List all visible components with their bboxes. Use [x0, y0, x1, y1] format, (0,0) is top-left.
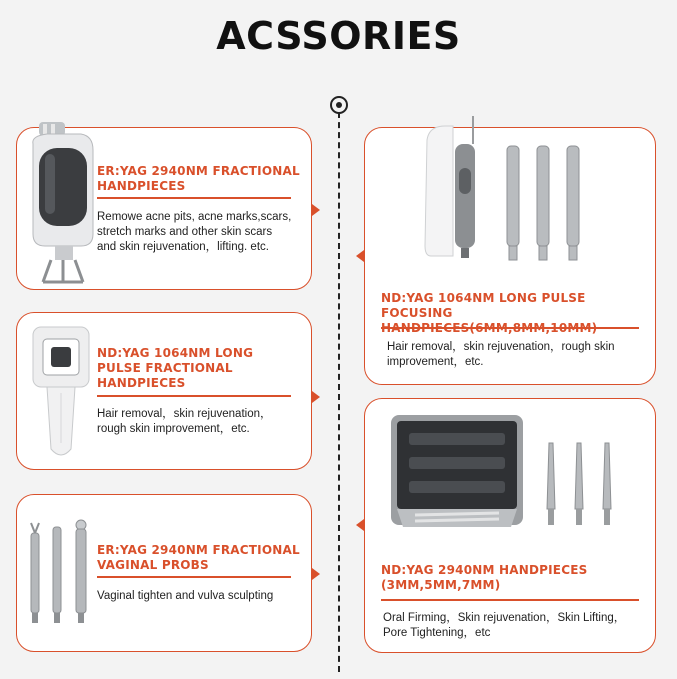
card-ndyag-focusing [364, 127, 656, 385]
card-rule [97, 395, 291, 397]
ndyag-focusing-handpiece-image [415, 116, 615, 268]
card-rule [97, 197, 291, 199]
card-rule [381, 599, 639, 601]
tip-10mm [567, 146, 579, 260]
card-description: Hair removal，skin rejuvenation，rough skin improvement，etc. [387, 341, 615, 368]
card-ndyag-fractional [16, 312, 312, 470]
card-title: ND:YAG 1064NM LONG PULSE FOCUSING [381, 291, 586, 320]
probe-3 [76, 520, 86, 623]
tip-7mm [603, 443, 611, 525]
ndyag-2940-case-image [387, 409, 637, 535]
tip-6mm [507, 146, 519, 260]
card-rule [97, 576, 291, 578]
card-description: Vaginal tighten and vulva sculpting [97, 590, 274, 602]
page-title: ACSSORIES [216, 14, 461, 58]
card-title: ND:YAG 1064NM LONG PULSE FRACTIONAL HANDPIECES [97, 346, 254, 390]
tip-5mm [575, 443, 583, 525]
ndyag-fractional-handpiece-image [29, 323, 93, 463]
tip-3mm [547, 443, 555, 525]
eryag-fractional-handpiece-image [23, 122, 103, 290]
card-description: Oral Firming，Skin rejuvenation，Skin Lifting， Pore Tightening，etc [383, 612, 626, 639]
eryag-vaginal-probe-image [23, 519, 99, 629]
pointer-arrow [312, 204, 320, 216]
probe-1 [31, 523, 39, 623]
card-eryag-fractional [16, 127, 312, 290]
card-description: Remowe acne pits, acne marks,scars, stretch marks and other skin scars and skin rejuvenation，lifting. etc. [97, 211, 292, 253]
probe-2 [53, 527, 61, 623]
card-ndyag-2940-handpieces [364, 398, 656, 653]
timeline-start-marker [330, 96, 348, 114]
tip-8mm [537, 146, 549, 260]
pointer-arrow [312, 391, 320, 403]
card-rule [381, 327, 639, 329]
card-description: Hair removal，skin rejuvenation， rough skin improvement，etc. [97, 408, 272, 435]
timeline-line [338, 112, 340, 672]
card-title: ER:YAG 2940NM FRACTIONAL VAGINAL PROBS [97, 543, 300, 572]
pointer-arrow [356, 519, 364, 531]
card-eryag-vaginal [16, 494, 312, 652]
card-title: ER:YAG 2940NM FRACTIONAL HANDPIECES [97, 164, 300, 193]
pointer-arrow [356, 250, 364, 262]
card-title: ND:YAG 2940NM HANDPIECES (3MM,5MM,7MM) [381, 563, 588, 592]
pointer-arrow [312, 568, 320, 580]
